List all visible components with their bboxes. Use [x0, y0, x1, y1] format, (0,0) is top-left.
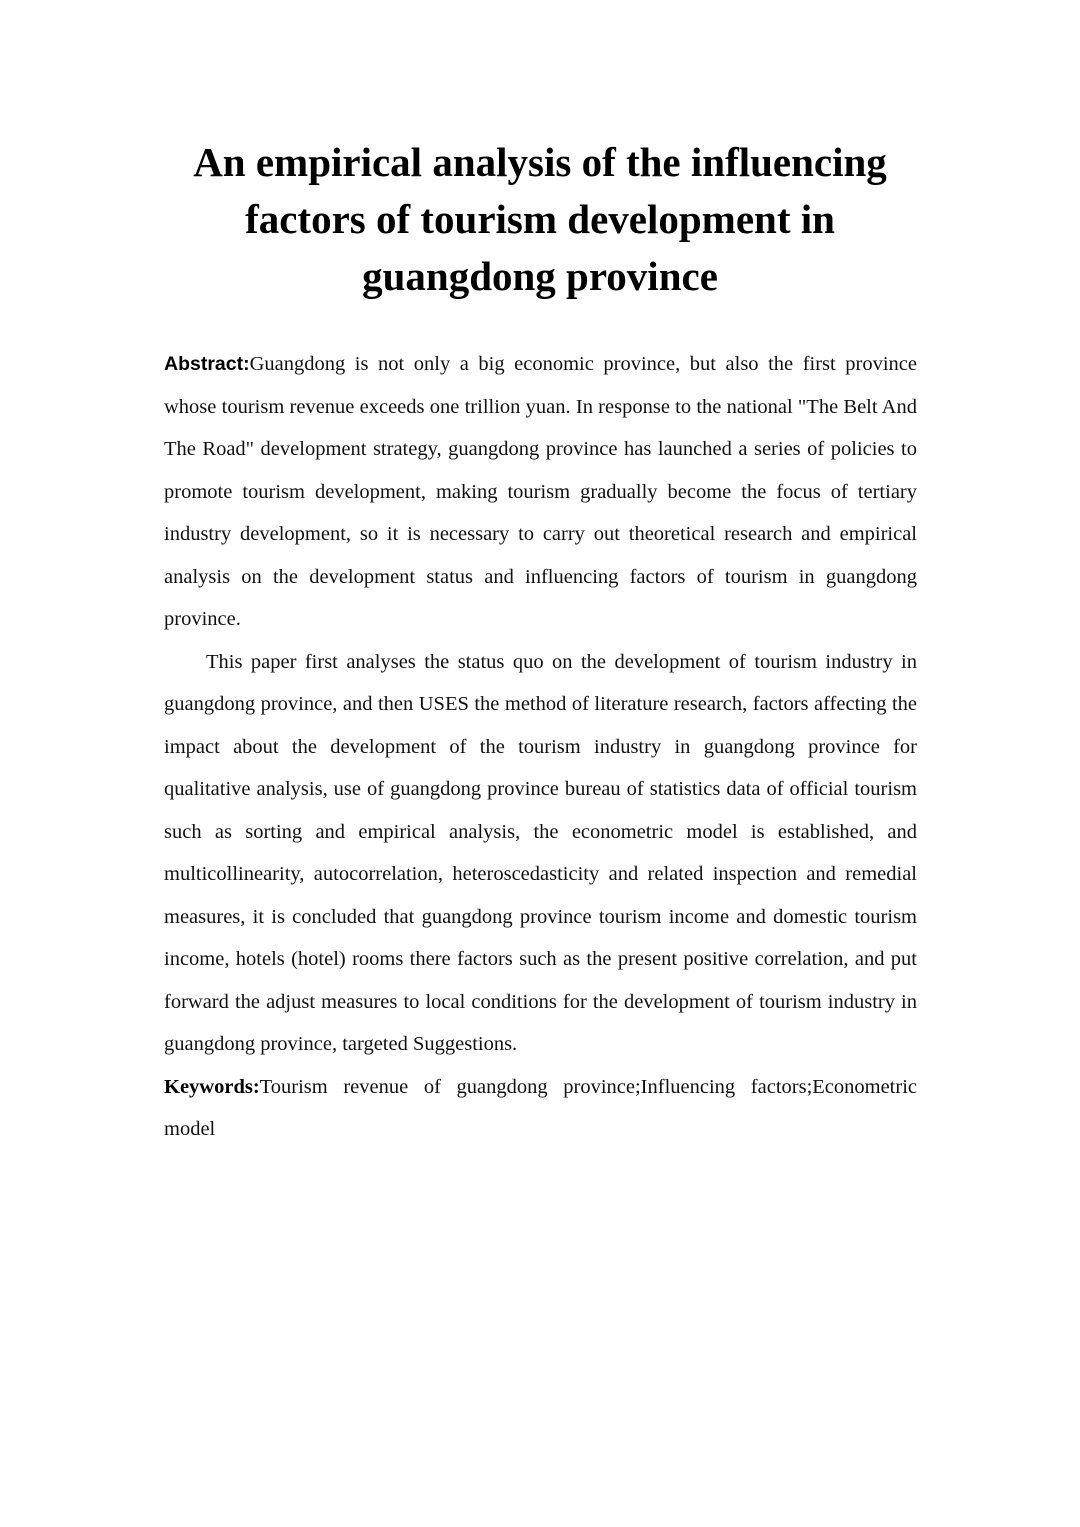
- abstract-paragraph-1: [164, 343, 917, 641]
- abstract-label: Abstract:: [164, 353, 250, 375]
- title-line-2: factors of tourism development in: [245, 196, 835, 242]
- abstract-paragraph-2: This paper first analyses the status quo on the development of tourism industry in guangdong province, and then USES the method of literature research, factors affecting the impact about the development of the tourism industry in guangdong province for qualitative analysis, use of guangdong province bureau of statistics data of official tourism such as sorting and empirical analysis, the econometric model is established, and multicollinearity, autocorrelation, heteroscedasticity and related inspection and remedial measures, it is concluded that guangdong province tourism income and domestic tourism income, hotels (hotel) rooms there factors such as the present positive correlation, and put forward the adjust measures to local conditions for the development of tourism industry in guangdong province, targeted Suggestions.: [164, 650, 917, 1055]
- abstract-section: [164, 343, 917, 1151]
- paper-title: [140, 134, 940, 305]
- title-line-1: An empirical analysis of the influencing: [193, 139, 887, 185]
- abstract-text: Guangdong is not only a big economic province, but also the first province whose tourism revenue exceeds one trillion yuan. In response to the national "The Belt And The Road" development strategy, guangdong province has launched a series of policies to promote tourism development, making tourism gradually become the focus of tertiary industry development, so it is necessary to carry out theoretical research and empirical analysis on the development status and influencing factors of tourism in guangdong province.: [164, 353, 917, 630]
- keywords-label: Keywords:: [164, 1075, 260, 1098]
- keywords-paragraph: [164, 1066, 917, 1151]
- keywords-text: Tourism revenue of guangdong province;Influencing factors;Econometric model: [164, 1075, 917, 1140]
- title-line-3: guangdong province: [362, 253, 718, 299]
